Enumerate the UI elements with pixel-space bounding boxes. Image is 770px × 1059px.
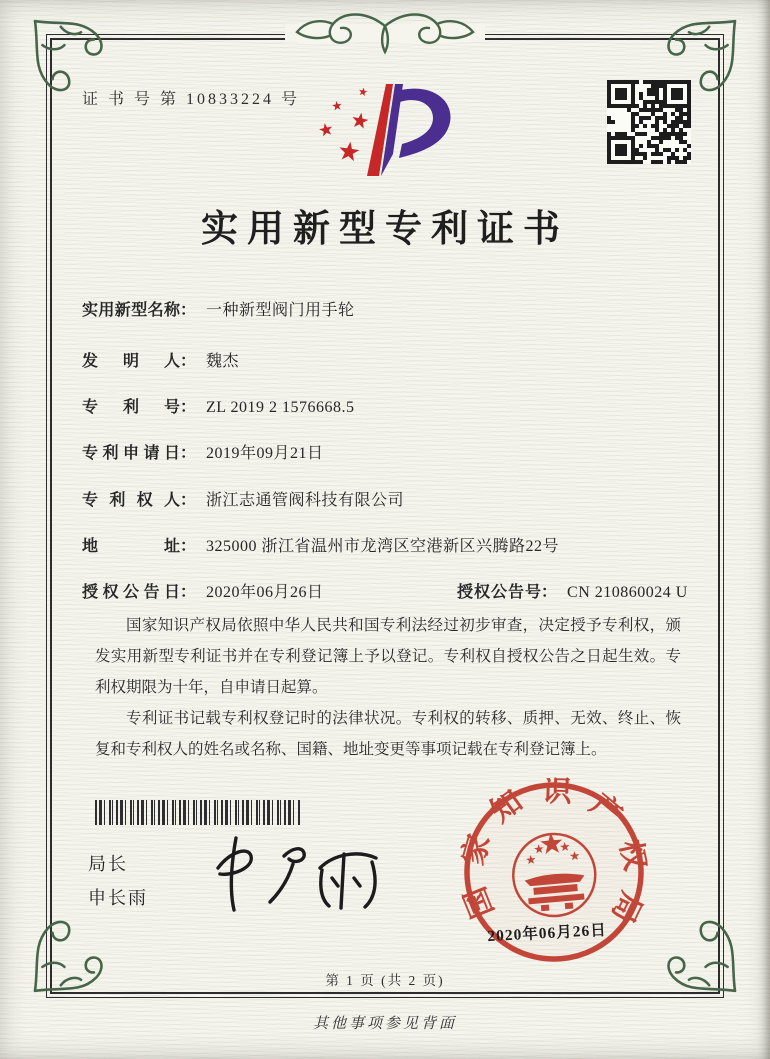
field-value: 魏杰	[206, 353, 240, 370]
field-row-filing-date	[82, 440, 324, 463]
field-colon: ：	[180, 445, 197, 462]
field-value: 一种新型阀门用手轮	[206, 302, 355, 319]
seal-agency-text: 国家知识产权局	[456, 774, 652, 928]
page-number: 第 1 页 (共 2 页)	[325, 973, 445, 988]
field-colon: ：	[180, 399, 197, 416]
commissioner-title: 局长	[88, 854, 128, 874]
commissioner-signature-icon	[192, 828, 392, 918]
field-colon: ：	[180, 353, 197, 370]
field-label: 授权公告号	[457, 584, 541, 601]
field-value: 浙江志通管阀科技有限公司	[206, 492, 405, 509]
grant-date-pair	[82, 584, 324, 601]
field-colon: ：	[541, 584, 558, 601]
field-label: 专利号	[82, 399, 180, 416]
field-colon: ：	[180, 538, 197, 555]
field-colon: ：	[180, 492, 197, 509]
certificate-title: 实用新型专利证书	[201, 206, 569, 250]
seal-date: 2020年06月26日	[486, 921, 608, 946]
qr-code	[607, 80, 691, 164]
field-row-inventor	[82, 348, 239, 371]
field-colon: ：	[180, 584, 197, 601]
field-row-name	[82, 297, 355, 320]
field-row-patentee	[82, 487, 404, 510]
field-label: 发明人	[82, 353, 180, 370]
back-note: 其他事项参见背面	[312, 1016, 457, 1032]
legal-paragraph-1: 国家知识产权局依照中华人民共和国专利法经过初步审查，决定授予专利权，颁发实用新型专利证书并在专利登记簿上予以登记。专利权自授权公告之日起生效。专利权期限为十年，自申请日起算。	[95, 617, 681, 696]
field-colon: ：	[180, 302, 197, 319]
barcode	[95, 800, 301, 825]
field-row-patent-no	[82, 394, 354, 417]
field-value: ZL 2019 2 1576668.5	[206, 399, 355, 416]
field-value: CN 210860024 U	[567, 584, 688, 601]
field-row-grant	[82, 579, 688, 602]
cnipa-logo-icon	[303, 76, 481, 184]
certificate-number: 证 书 号 第 10833224 号	[82, 91, 301, 108]
field-label: 授权公告日	[82, 584, 180, 601]
field-row-address	[82, 533, 559, 556]
commissioner-name: 申长雨	[88, 888, 148, 908]
field-value: 325000 浙江省温州市龙湾区空港新区兴腾路22号	[206, 538, 560, 555]
legal-text	[95, 610, 681, 765]
field-label: 实用新型名称	[82, 302, 180, 319]
legal-paragraph-2: 专利证书记载专利权登记时的法律状况。专利权的转移、质押、无效、终止、恢复和专利权人的姓名或名称、国籍、地址变更等事项记载在专利登记簿上。	[95, 710, 681, 758]
grant-number-pair	[457, 579, 688, 602]
field-label: 专利权人	[82, 492, 180, 509]
field-value: 2020年06月26日	[206, 584, 324, 601]
field-label: 地址	[82, 538, 180, 555]
field-value: 2019年09月21日	[206, 445, 324, 462]
field-label: 专利申请日	[82, 445, 180, 462]
